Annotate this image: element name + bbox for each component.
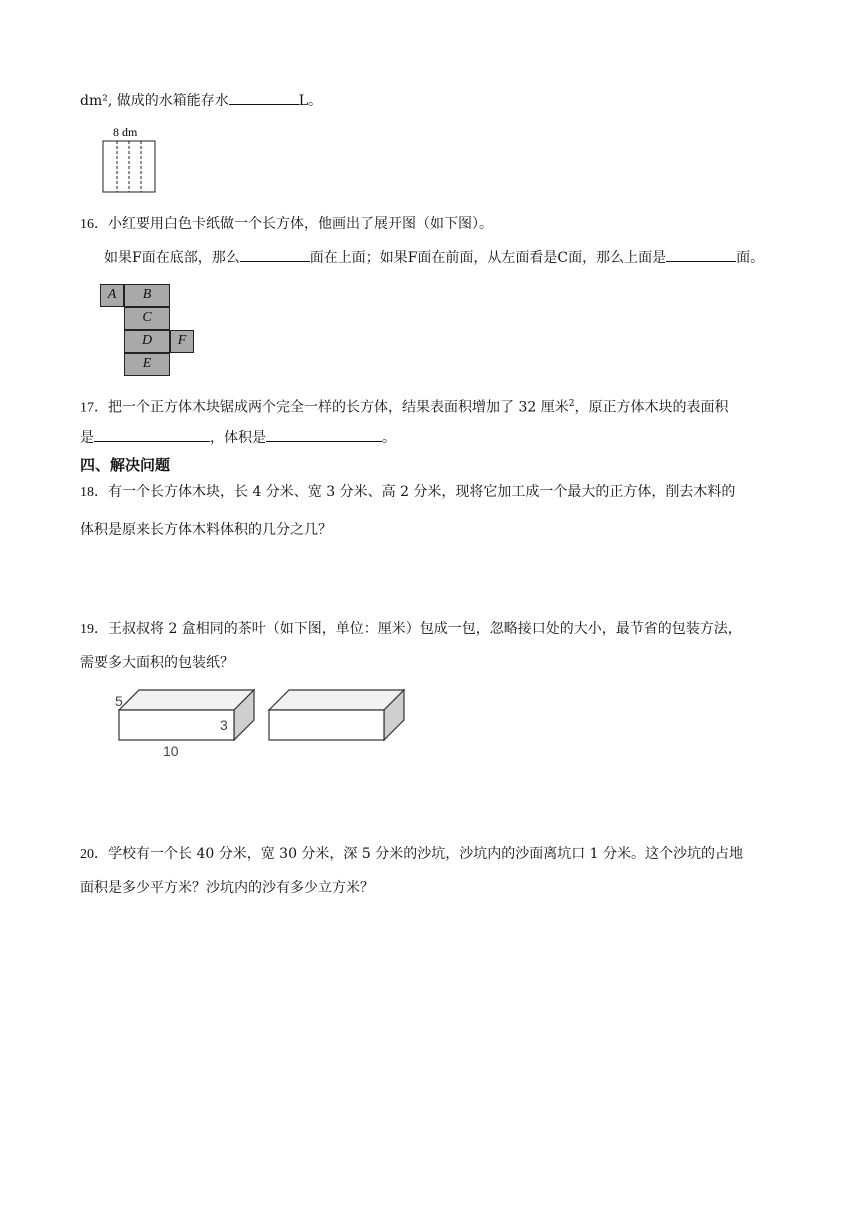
q17-text-a: 把一个正方体木块锯成两个完全一样的长方体，结果表面积增加了 32 厘米 [108,399,569,416]
q20-line-2: 面积是多少平方米？沙坑内的沙有多少立方米？ [80,880,374,896]
q16-blank-1[interactable] [240,247,310,262]
q16-part-a: 如果F面在底部，那么 [104,250,240,266]
tea-box-2 [269,690,404,740]
q18-text-1: 有一个长方体木块，长 4 分米、宽 3 分米、高 2 分米，现将它加工成一个最大的正方体，削去木料的 [108,484,736,500]
q17-text-d: ，体积是 [210,430,266,446]
q18-number: 18． [80,485,108,500]
q17-line-2 [80,427,396,448]
q16-number: 16． [80,217,108,232]
q16-question-line [104,247,764,268]
dim-length: 10 [163,743,179,759]
q17-text-b: ，原正方体木块的表面积 [574,399,729,416]
q17-line-1 [80,394,728,419]
dim-height: 3 [220,717,228,733]
q15-tank-net-figure [98,124,162,196]
q19-tea-boxes-figure [110,688,410,762]
q19-line-2: 需要多大面积的包装纸？ [80,655,234,671]
q19-number: 19． [80,622,108,637]
dim-depth: 5 [115,693,123,709]
q20-line-1 [80,844,743,865]
q15-after-blank: L。 [298,93,323,109]
q17-number: 17． [80,400,108,416]
q17-blank-1[interactable] [94,427,210,442]
q20-number: 20． [80,847,108,862]
q17-text-c: 是 [80,430,94,446]
net-face-b: B [124,284,170,307]
net-face-f: F [170,330,194,353]
net-face-a: A [100,284,124,307]
q16-stem-text: 小红要用白色卡纸做一个长方体，他画出了展开图（如下图）。 [108,216,493,232]
q19-line-1 [80,619,742,640]
q16-cuboid-net [100,284,196,376]
net-face-c: C [124,307,170,330]
q17-blank-2[interactable] [266,427,382,442]
q16-part-b: 面在上面；如果F面在前面，从左面看是C面，那么上面是 [309,250,667,266]
q15-answer-line [80,90,322,111]
q17-superscript: 2 [568,399,575,409]
q15-figure-label: 8 dm [113,125,138,139]
q16-part-c: 面。 [736,250,765,266]
q16-stem [80,214,493,235]
tea-box-1 [119,690,254,740]
net-face-e: E [124,353,170,376]
q15-answer-blank[interactable] [229,90,299,105]
q15-unit-text: dm², 做成的水箱能存水 [80,93,229,109]
q16-blank-2[interactable] [666,247,736,262]
q19-text-1: 王叔叔将 2 盒相同的茶叶（如下图，单位：厘米）包成一包，忽略接口处的大小，最节省的包装方法， [108,621,742,637]
q20-text-1: 学校有一个长 40 分米，宽 30 分米，深 5 分米的沙坑，沙坑内的沙面离坑口 1 分米。这个沙坑的占地 [108,846,744,862]
q17-text-e: 。 [382,430,396,446]
q18-line-2: 体积是原来长方体木料体积的几分之几？ [80,522,332,538]
net-face-d: D [124,330,170,353]
q18-line-1 [80,482,735,503]
section-title: 四、解决问题 [80,456,171,474]
